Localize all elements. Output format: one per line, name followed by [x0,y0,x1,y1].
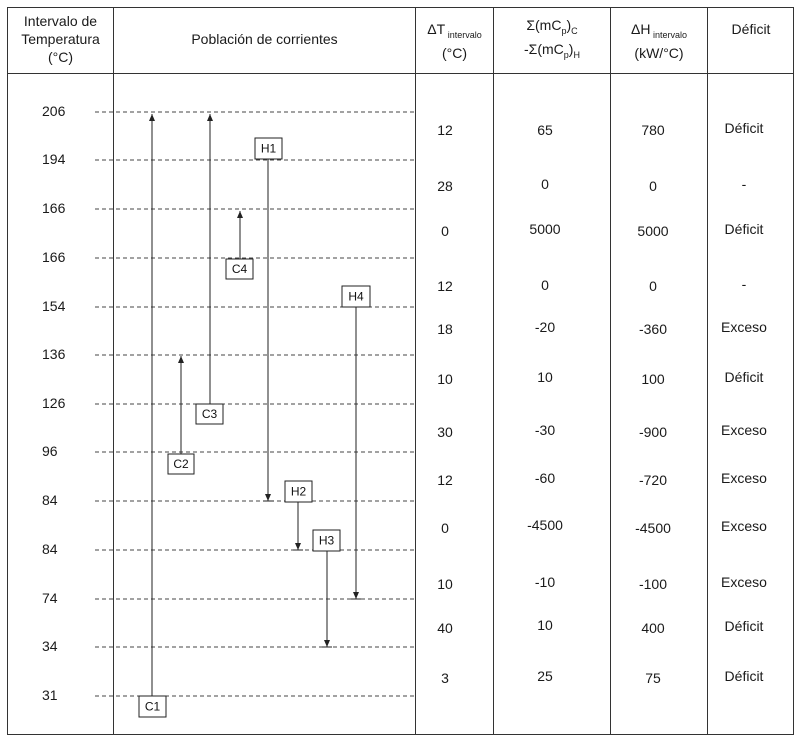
temperature-label: 31 [42,687,58,703]
sum-text: -Σ(mC [524,40,564,57]
delta-h-cell: 100 [641,371,665,387]
header-line: (°C) [47,49,74,65]
sum-text: Σ(mC [526,17,562,33]
delta-h-unit: (kW/°C) [634,44,684,61]
status-cell: - [741,276,747,292]
status-cell: Déficit [724,369,764,385]
status-cell: Exceso [721,574,767,590]
stream-label-h3: H3 [318,533,335,548]
sum-text: ) [566,17,572,33]
delta-h-cell: 780 [641,122,665,138]
delta-t-symbol: ΔT [427,21,446,37]
arrowhead-icon [207,114,213,121]
temperature-label: 34 [42,638,58,654]
sum-mcp-cell: 25 [537,668,553,684]
status-cell: Exceso [721,422,767,438]
delta-t-cell: 10 [437,576,453,592]
temperature-label: 154 [42,298,66,314]
sum-mcp-cell: 5000 [529,221,561,237]
sum-sub: p [563,49,569,60]
delta-t-unit: (°C) [441,44,468,61]
sum-mcp-cell: 0 [541,176,549,192]
delta-t-cell: 0 [441,520,449,536]
stream-label-c2: C2 [173,457,189,471]
delta-h-subscript: intervalo [650,29,687,40]
status-cell: Déficit [724,618,764,634]
status-cell: Exceso [721,319,767,335]
sum-mcp-cell: 65 [537,122,553,138]
sum-mcp-cell: -30 [534,422,556,438]
status-cell: Exceso [721,470,767,486]
header-line: Intervalo de [23,13,98,29]
delta-t-cell: 12 [437,122,453,138]
delta-h-cell: -720 [638,472,668,488]
temperature-label: 136 [42,346,66,362]
delta-t-cell: 3 [441,670,449,686]
sum-mcp-cell: 10 [537,369,553,385]
sum-mcp-cell: -4500 [527,517,563,533]
status-cell: - [741,176,747,192]
stream-label-h1: H1 [260,141,277,156]
sum-mcp-cell: 0 [541,277,549,293]
delta-h-symbol: ΔH [631,21,651,37]
temperature-label: 194 [42,151,66,167]
header-deficit-label: Déficit [731,21,771,37]
sum-mcp-cell: 10 [537,617,553,633]
arrowhead-icon [149,114,155,121]
temperature-label: 74 [42,590,58,606]
temperature-label: 84 [42,541,58,557]
arrowhead-icon [353,592,359,599]
delta-t-subscript: intervalo [445,29,482,40]
stream-label-h2: H2 [290,484,307,499]
delta-h-cell: 0 [649,178,657,194]
temperature-label: 206 [42,103,66,119]
status-cell: Exceso [721,518,767,534]
delta-t-cell: 40 [437,620,453,636]
temperature-label: 84 [42,492,58,508]
arrowhead-icon [237,211,243,218]
delta-t-cell: 12 [437,472,453,488]
header-streams-label: Población de corrientes [191,31,338,47]
temperature-label: 166 [42,249,66,265]
temperature-label: 166 [42,200,66,216]
delta-t-cell: 18 [437,321,453,337]
delta-t-cell: 30 [437,424,453,440]
delta-h-cell: 5000 [637,223,669,239]
delta-h-cell: 400 [641,620,665,636]
status-cell: Déficit [724,120,764,136]
temperature-label: 96 [42,443,58,459]
delta-h-cell: 75 [645,670,661,686]
delta-h-cell: 0 [649,278,657,294]
sum-text: ) [568,40,574,57]
sum-sub: H [573,49,580,60]
delta-h-cell: -100 [638,576,668,592]
stream-label-c1: C1 [144,699,161,714]
delta-t-cell: 12 [437,278,453,294]
stream-label-c3: C3 [201,407,218,421]
status-cell: Déficit [724,668,764,684]
sum-sub: p [561,25,567,36]
sum-mcp-cell: -10 [534,574,556,590]
delta-h-cell: -900 [638,424,668,440]
delta-t-cell: 10 [437,371,453,387]
sum-mcp-cell: -60 [534,470,556,486]
delta-h-cell: -4500 [635,520,671,536]
delta-h-cell: -360 [638,321,668,337]
delta-t-cell: 28 [437,178,453,194]
sum-sub: C [571,25,578,36]
arrowhead-icon [265,494,271,501]
header-line: Temperatura [21,31,100,47]
status-cell: Déficit [724,221,764,237]
stream-label-c4: C4 [231,262,248,276]
arrowhead-icon [178,356,184,363]
sum-mcp-cell: -20 [534,319,556,335]
temperature-label: 126 [42,395,66,411]
arrowhead-icon [295,543,301,550]
delta-t-cell: 0 [441,223,449,239]
arrowhead-icon [324,640,330,647]
stream-label-h4: H4 [348,289,364,304]
